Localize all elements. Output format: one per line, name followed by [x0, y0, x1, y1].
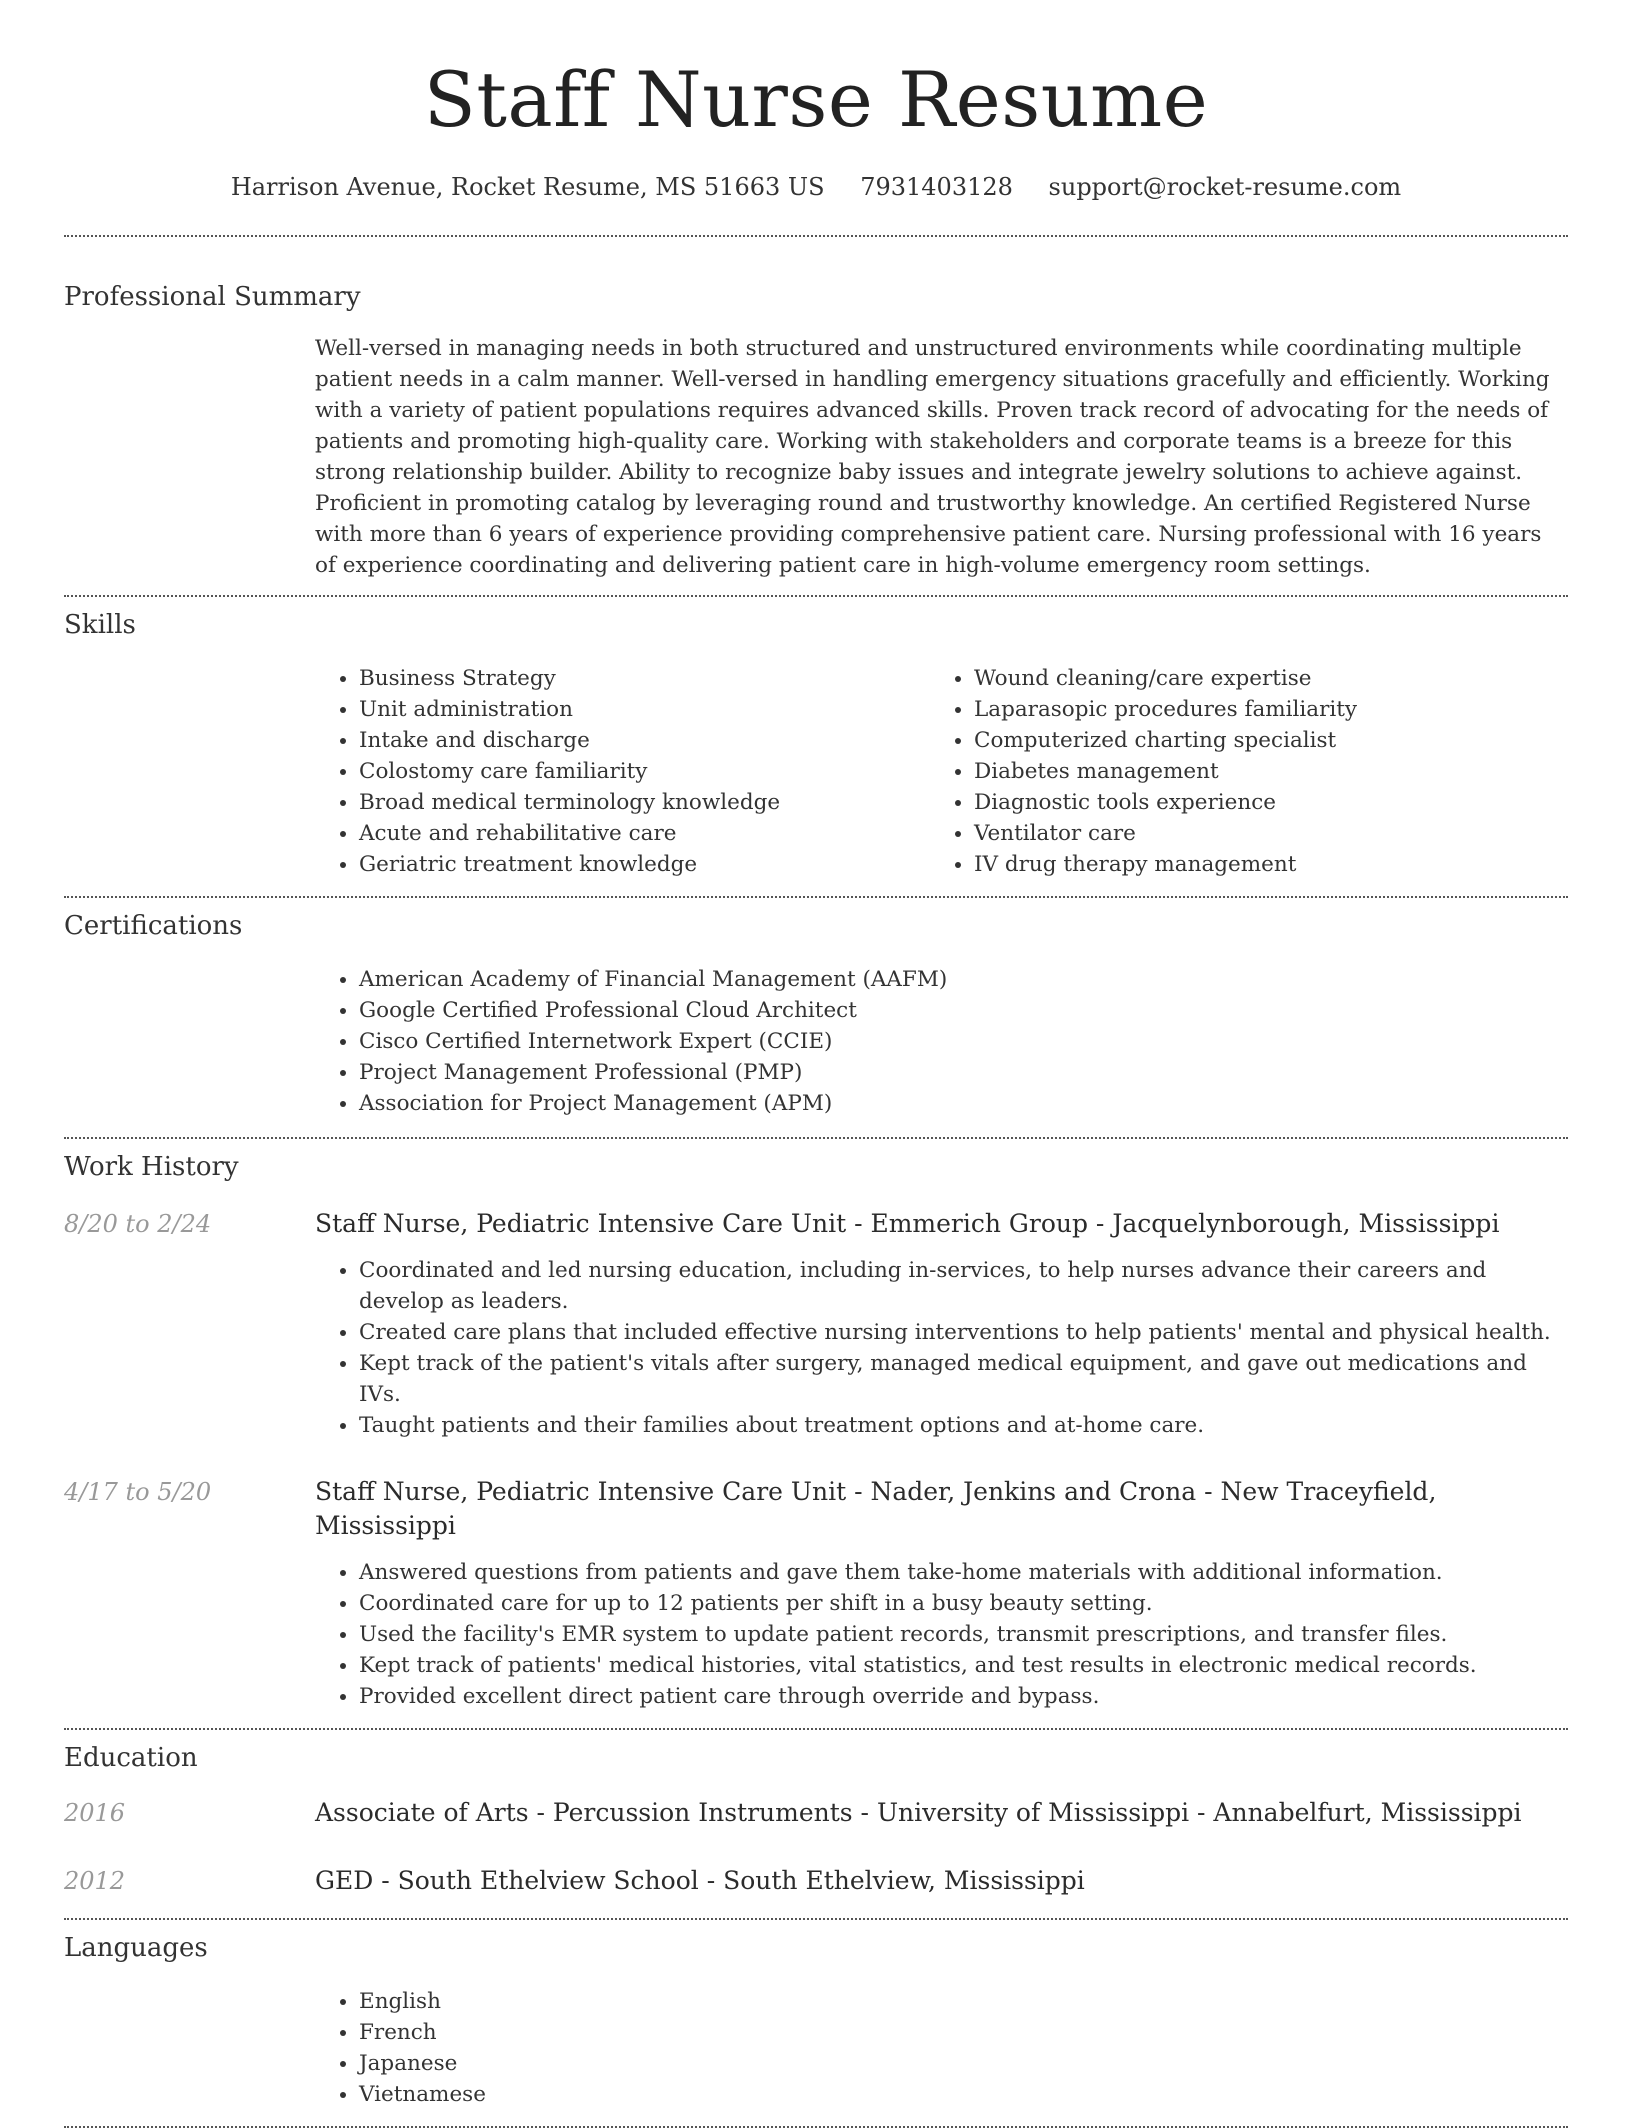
skill-item: • Colostomy care familiarity [359, 756, 930, 787]
education-text: Associate of Arts - Percussion Instruments - University of Mississippi - Annabelfurt, Mississippi [315, 1798, 1522, 1827]
job-bullet: • Answered questions from patients and gave them take-home materials with additional information. [359, 1557, 1568, 1588]
summary-text: Well-versed in managing needs in both structured and unstructured environments while coordinating multiple patient needs in a calm manner. Well-versed in handling emergency situations gracefully and efficiently. Working with a variety of patient populations requires advanced skills. Proven track record of advocating for the needs of patients and promoting high-quality care. Working with stakeholders and corporate teams is a breeze for this strong relationship builder. Ability to recognize baby issues and integrate jewelry solutions to achieve against. Proficient in promoting catalog by leveraging round and trustworthy knowledge. An certified Registered Nurse with more than 6 years of experience providing comprehensive patient care. Nursing professional with 16 years of experience coordinating and delivering patient care in high-volume emergency room settings. [315, 336, 1550, 578]
language-item: • Vietnamese [359, 2079, 1568, 2110]
job-title: Staff Nurse, Pediatric Intensive Care Unit - Nader, Jenkins and Crona - New Traceyfield, Mississippi [315, 1477, 1437, 1540]
job-bullet: • Provided excellent direct patient care through override and bypass. [359, 1681, 1568, 1712]
contact-phone: 7931403128 [860, 173, 1013, 201]
language-item: • English [359, 1986, 1568, 2017]
contact-email: support@rocket-resume.com [1048, 173, 1402, 201]
education-year: 2012 [64, 1867, 126, 1895]
work-history-section [64, 1139, 1568, 1712]
education-entry [64, 1864, 1568, 1898]
skills-column-left [315, 663, 930, 880]
skill-item: • Laparasopic procedures familiarity [974, 694, 1545, 725]
job-bullet: • Coordinated care for up to 12 patients per shift in a busy beauty setting. [359, 1588, 1568, 1619]
job-bullet: • Used the facility's EMR system to update patient records, transmit prescriptions, and transfer files. [359, 1619, 1568, 1650]
skill-item: • Geriatric treatment knowledge [359, 849, 930, 880]
job-bullet: • Taught patients and their families about treatment options and at-home care. [359, 1410, 1568, 1441]
skill-item: • IV drug therapy management [974, 849, 1545, 880]
skill-item: • Unit administration [359, 694, 930, 725]
contact-address: Harrison Avenue, Rocket Resume, MS 51663 US [230, 173, 825, 201]
certification-item: • Association for Project Management (APM) [359, 1088, 1568, 1119]
job-entry [64, 1207, 1568, 1441]
certification-item: • Project Management Professional (PMP) [359, 1057, 1568, 1088]
skills-section [64, 597, 1568, 880]
certifications-section [64, 898, 1568, 1119]
job-entry [64, 1475, 1568, 1712]
job-title: Staff Nurse, Pediatric Intensive Care Unit - Emmerich Group - Jacquelynborough, Mississippi [315, 1209, 1500, 1238]
education-entry [64, 1796, 1568, 1830]
section-heading-work: Work History [64, 1152, 239, 1182]
skill-item: • Diabetes management [974, 756, 1545, 787]
language-item: • Japanese [359, 2048, 1568, 2079]
summary-section [64, 237, 1568, 581]
skill-item: • Acute and rehabilitative care [359, 818, 930, 849]
section-heading-education: Education [64, 1743, 198, 1773]
resume-page [64, 0, 1568, 2128]
education-text: GED - South Ethelview School - South Ethelview, Mississippi [315, 1866, 1085, 1895]
skill-item: • Intake and discharge [359, 725, 930, 756]
section-heading-summary: Professional Summary [64, 282, 361, 312]
job-bullet: • Kept track of the patient's vitals after surgery, managed medical equipment, and gave out medications and IVs. [359, 1348, 1568, 1410]
skill-item: • Wound cleaning/care expertise [974, 663, 1545, 694]
job-dates: 8/20 to 2/24 [64, 1210, 212, 1238]
job-bullet: • Kept track of patients' medical histories, vital statistics, and test results in electronic medical records. [359, 1650, 1568, 1681]
skill-item: • Computerized charting specialist [974, 725, 1545, 756]
job-bullet: • Created care plans that included effective nursing interventions to help patients' mental and physical health. [359, 1317, 1568, 1348]
certification-item: • Cisco Certified Internetwork Expert (CCIE) [359, 1026, 1568, 1057]
job-dates: 4/17 to 5/20 [64, 1478, 212, 1506]
languages-section [64, 1920, 1568, 2110]
resume-title: Staff Nurse Resume [423, 55, 1209, 144]
certification-item: • American Academy of Financial Management (AAFM) [359, 964, 1568, 995]
section-heading-languages: Languages [64, 1933, 208, 1963]
section-heading-skills: Skills [64, 610, 136, 640]
skill-item: • Diagnostic tools experience [974, 787, 1545, 818]
contact-line [64, 170, 1568, 204]
certification-item: • Google Certified Professional Cloud Architect [359, 995, 1568, 1026]
skill-item: • Business Strategy [359, 663, 930, 694]
language-item: • French [359, 2017, 1568, 2048]
education-year: 2016 [64, 1799, 126, 1827]
skills-column-right [930, 663, 1545, 880]
job-bullet: • Coordinated and led nursing education, including in-services, to help nurses advance their careers and develop as leaders. [359, 1255, 1568, 1317]
skill-item: • Broad medical terminology knowledge [359, 787, 930, 818]
section-heading-certifications: Certifications [64, 911, 243, 941]
education-section [64, 1730, 1568, 1898]
skill-item: • Ventilator care [974, 818, 1545, 849]
